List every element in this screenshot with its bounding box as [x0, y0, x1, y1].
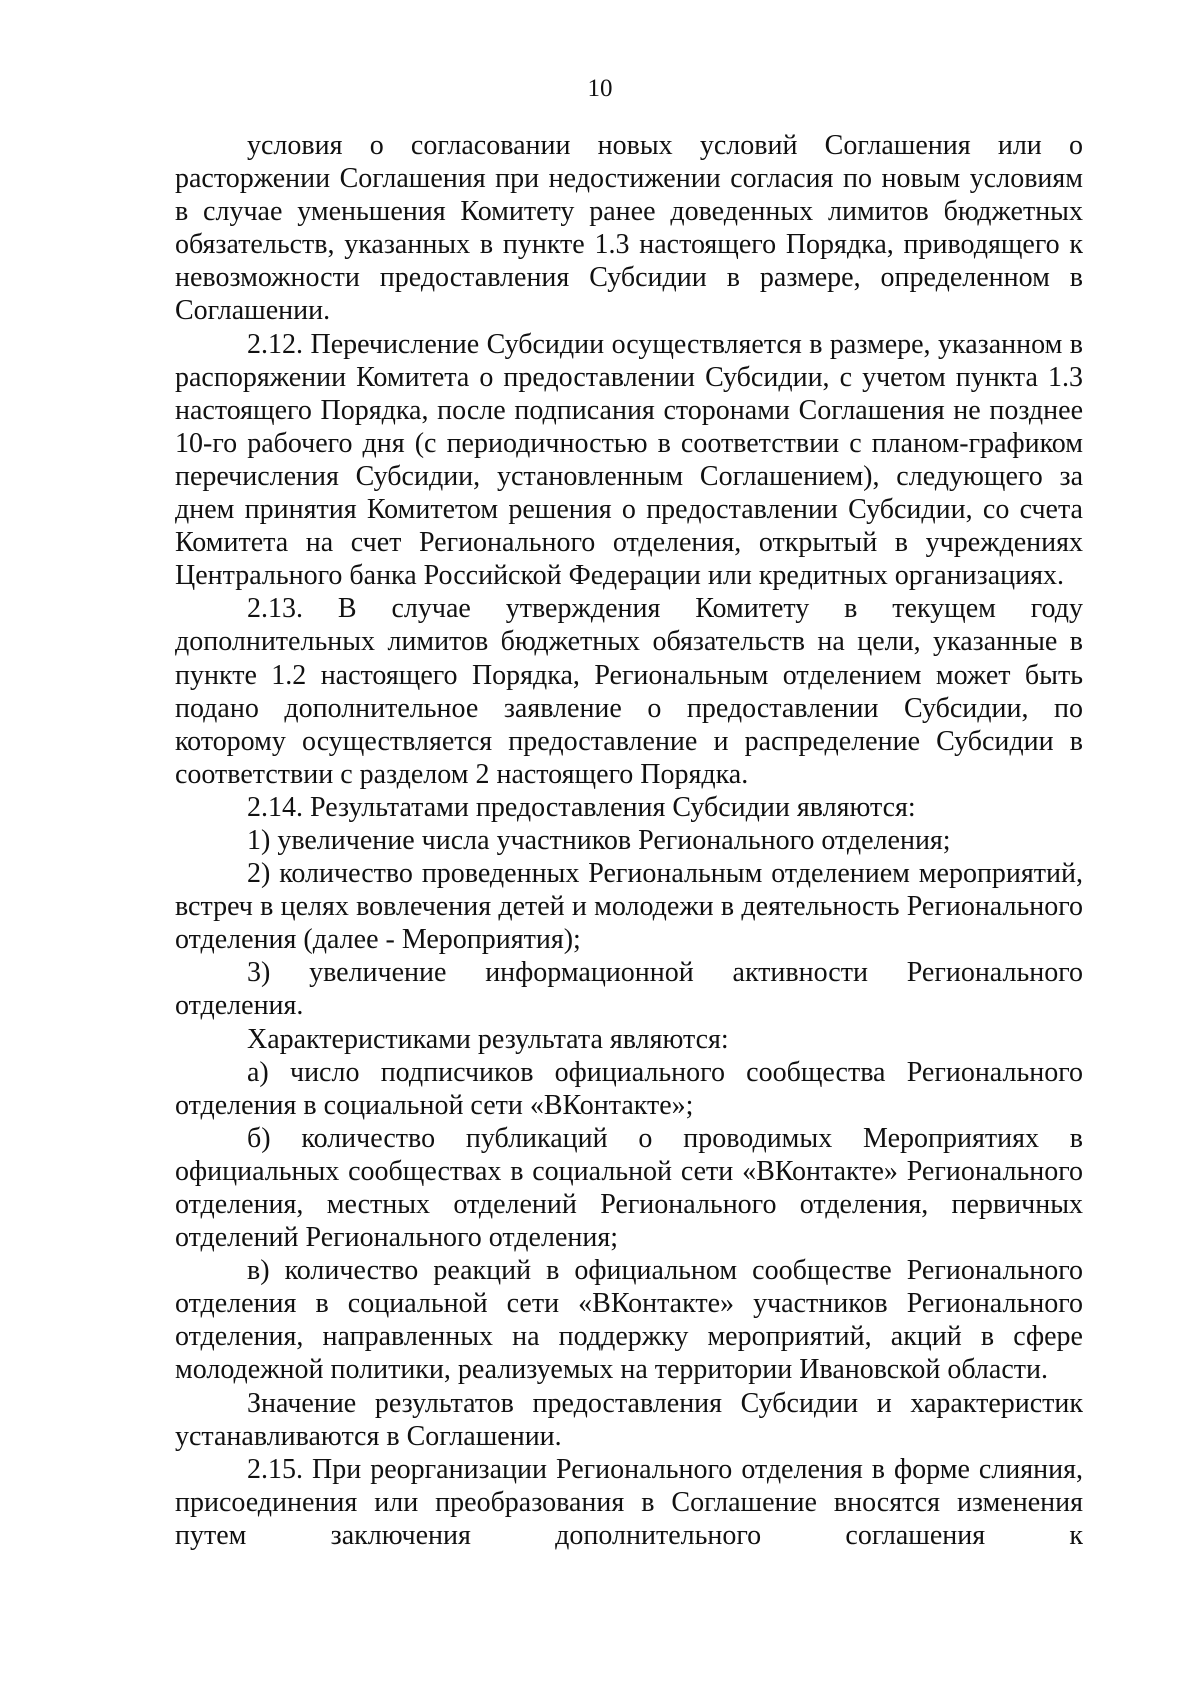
paragraph-2-15: 2.15. При реорганизации Регионального отделения в форме слияния, присоединения или преобразования в Соглашение вносятся изменения путем заключения дополнительного соглашения к	[175, 1453, 1083, 1551]
page-number: 10	[587, 75, 613, 102]
paragraph-2-12: 2.12. Перечисление Субсидии осуществляется в размере, указанном в распоряжении Комитета о предоставлении Субсидии, с учетом пункта 1.3 настоящего Порядка, после подписания сторонами Соглашения не позднее 10-го рабочего дня (с периодичностью в соответствии с планом-графиком перечисления Субсидии, установленным Соглашением), следующего за днем принятия Комитетом решения о предоставлении Субсидии, со счета Комитета на счет Регионального отделения, открытый в учреждениях Центрального банка Российской Федерации или кредитных организациях.	[175, 328, 1083, 592]
document-body	[175, 129, 1083, 1552]
paragraph-2-13: 2.13. В случае утверждения Комитету в текущем году дополнительных лимитов бюджетных обязательств на цели, указанные в пункте 1.2 настоящего Порядка, Региональным отделением может быть подано дополнительное заявление о предоставлении Субсидии, по которому осуществляется предоставление и распределение Субсидии в соответствии с разделом 2 настоящего Порядка.	[175, 593, 1083, 790]
paragraph-continuation-conditions: условия о согласовании новых условий Соглашения или о расторжении Соглашения при недостижении согласия по новым условиям в случае уменьшения Комитету ранее доведенных лимитов бюджетных обязательств, указанных в пункте 1.3 настоящего Порядка, приводящего к невозможности предоставления Субсидии в размере, определенном в Соглашении.	[175, 130, 1083, 327]
results-values-paragraph: Значение результатов предоставления Субсидии и характеристик устанавливаются в Соглашении.	[175, 1387, 1083, 1452]
result-item-2: 2) количество проведенных Региональным отделением мероприятий, встреч в целях вовлечения детей и молодежи в деятельность Регионального отделения (далее - Мероприятия);	[175, 858, 1083, 956]
characteristic-item-c: в) количество реакций в официальном сообществе Регионального отделения в социальной сети «ВКонтакте» участников Регионального отделения, направленных на поддержку мероприятий, акций в сфере молодежной политики, реализуемых на территории Ивановской области.	[175, 1255, 1083, 1386]
result-item-1: 1) увеличение числа участников Регионального отделения;	[247, 824, 951, 856]
characteristics-heading: Характеристиками результата являются:	[247, 1023, 729, 1055]
paragraph-2-14: 2.14. Результатами предоставления Субсидии являются:	[247, 791, 916, 823]
characteristic-item-b: б) количество публикаций о проводимых Мероприятиях в официальных сообществах в социальной сети «ВКонтакте» Регионального отделения, местных отделений Регионального отделения, первичных отделений Регионального отделения;	[175, 1122, 1083, 1254]
result-item-3: 3) увеличение информационной активности Регионального отделения.	[175, 957, 1083, 1022]
characteristic-item-a: а) число подписчиков официального сообщества Регионального отделения в социальной сети «ВКонтакте»;	[175, 1056, 1083, 1121]
